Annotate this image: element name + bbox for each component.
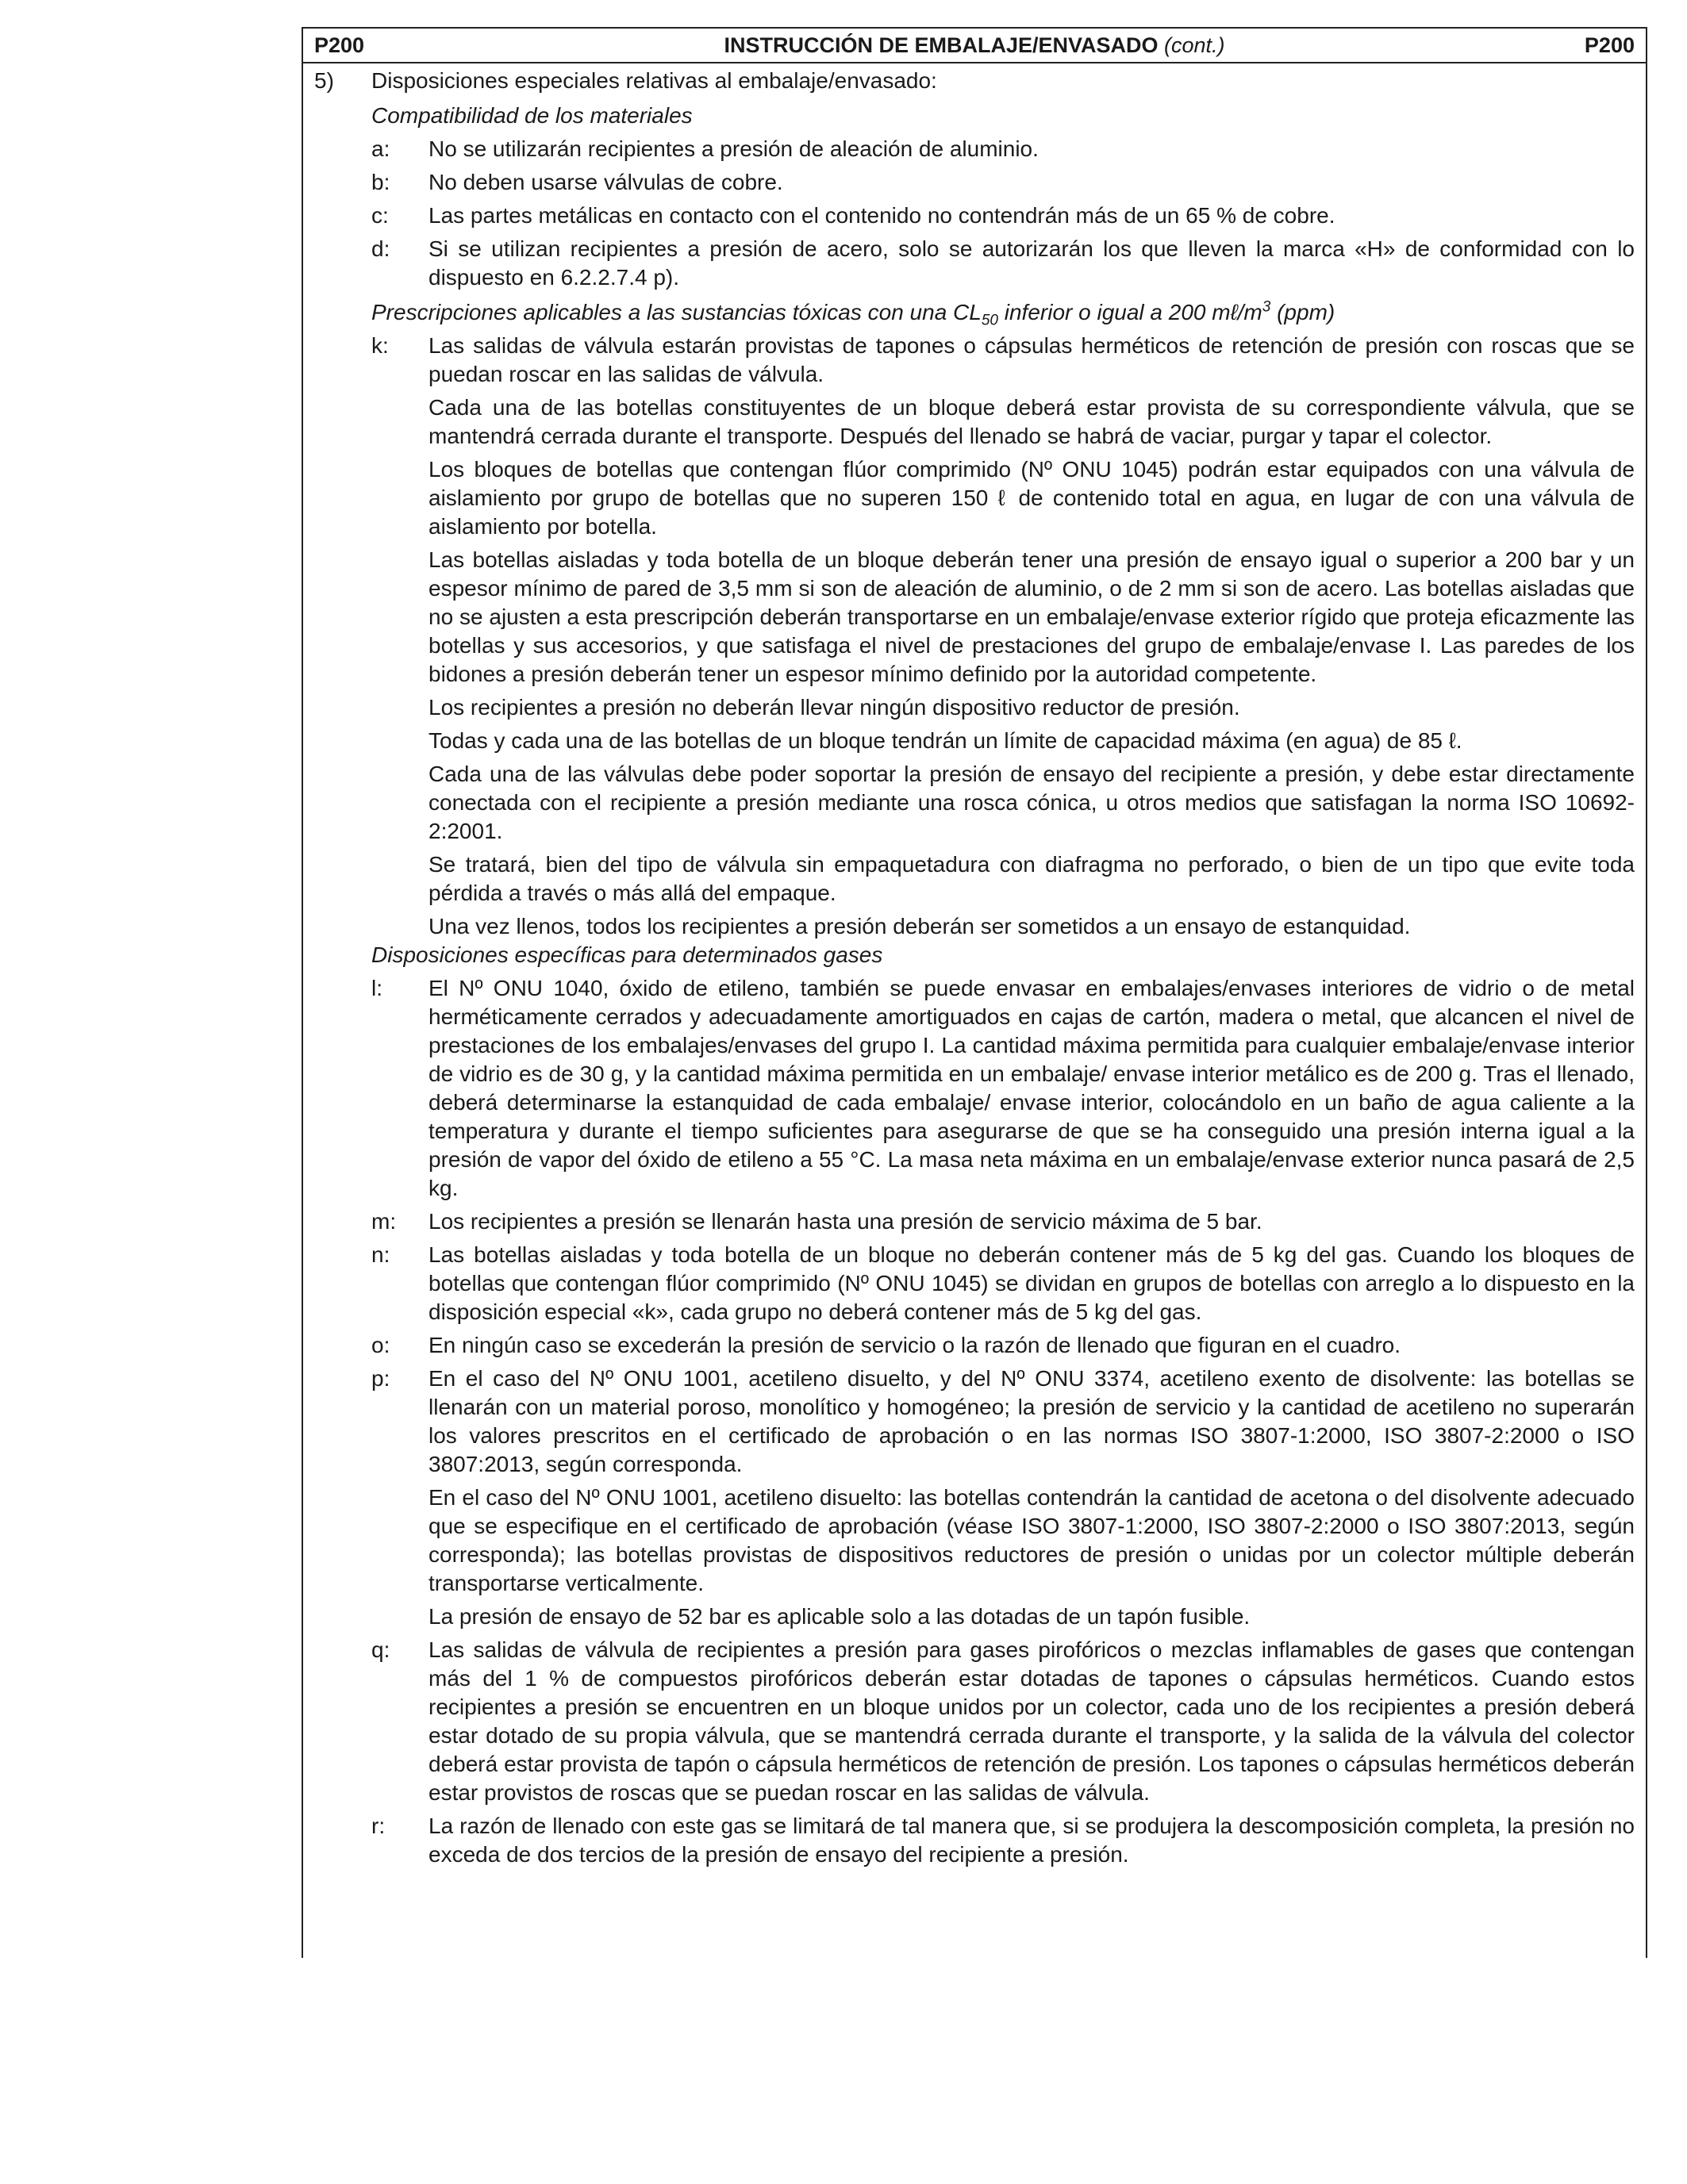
header-row — [302, 27, 1647, 63]
provision-item — [371, 1207, 1635, 1236]
item-label: q: — [371, 1637, 390, 1662]
item-text — [428, 235, 1635, 292]
item-text — [428, 202, 1635, 230]
item-paragraph: Cada una de las válvulas debe poder soportar la presión de ensayo del recipiente a presión, y debe estar directamente conectada con el recipiente a presión mediante una rosca cónica, u otros medios que satisfagan la norma ISO 10692-2:2001. — [428, 762, 1635, 843]
item-paragraph: En ningún caso se excederán la presión de servicio o la razón de llenado que figuran en el cuadro. — [428, 1333, 1401, 1357]
item-paragraph: Las salidas de válvula estarán provistas de tapones o cápsulas herméticos de retención de presión con roscas que se puedan roscar en las salidas de válvula. — [428, 333, 1635, 386]
header-title-cont: (cont.) — [1164, 33, 1225, 57]
item-text — [428, 1365, 1635, 1631]
item-paragraph: La razón de llenado con este gas se limitará de tal manera que, si se produjera la descomposición completa, la presión no exceda de dos tercios de la presión de ensayo del recipiente a presión. — [428, 1814, 1635, 1867]
item-label: c: — [371, 203, 389, 228]
section-number: 5) — [314, 68, 334, 93]
item-text — [428, 168, 1635, 197]
item-paragraph: Los recipientes a presión se llenarán hasta una presión de servicio máxima de 5 bar. — [428, 1209, 1262, 1234]
item-text — [428, 1812, 1635, 1869]
item-paragraph: Los bloques de botellas que contengan flúor comprimido (Nº ONU 1045) podrán estar equipados con una válvula de aislamiento por grupo de botellas que no superen 150 ℓ de contenido total en agua, en lugar de con una válvula de aislamiento por botella. — [428, 457, 1635, 539]
item-label: n: — [371, 1242, 390, 1267]
provision-item — [371, 135, 1635, 163]
subhead-toxic-a: Prescripciones aplicables a las sustancias tóxicas con una CL — [371, 300, 982, 324]
subhead-toxic-c: (ppm) — [1270, 300, 1335, 324]
item-paragraph: Las partes metálicas en contacto con el contenido no contendrán más de un 65 % de cobre. — [428, 203, 1335, 228]
subhead-toxic-sub: 50 — [981, 312, 998, 329]
header-code-right: P200 — [1584, 33, 1635, 57]
item-text — [428, 135, 1635, 163]
item-paragraph: Si se utilizan recipientes a presión de acero, solo se autorizarán los que lleven la marca «H» de conformidad con lo dispuesto en 6.2.2.7.4 p). — [428, 236, 1635, 290]
subhead-toxic-b: inferior o igual a 200 mℓ/m — [997, 300, 1262, 324]
provision-item — [371, 168, 1635, 197]
header-title — [724, 33, 1224, 58]
item-label: m: — [371, 1209, 397, 1234]
header-title-main: INSTRUCCIÓN DE EMBALAJE/ENVASADO — [724, 33, 1164, 57]
item-paragraph: Se tratará, bien del tipo de válvula sin empaquetadura con diafragma no perforado, o bien de un tipo que evite toda pérdida a través o más allá del empaque. — [428, 852, 1635, 905]
item-paragraph: Las botellas aisladas y toda botella de un bloque no deberán contener más de 5 kg del gas. Cuando los bloques de botellas que contengan flúor comprimido (Nº ONU 1045) se dividan en grupos de botellas con arreglo a lo dispuesto en la disposición especial «k», cada grupo no deberá contener más de 5 kg del gas. — [428, 1242, 1635, 1324]
provision-item — [371, 332, 1635, 941]
item-label: k: — [371, 333, 389, 358]
item-paragraph: Cada una de las botellas constituyentes de un bloque deberá estar provista de su correspondiente válvula, que se mantendrá cerrada durante el transporte. Después del llenado se habrá de vaciar, purgar y tapar el colector. — [428, 395, 1635, 448]
item-paragraph: No se utilizarán recipientes a presión de aleación de aluminio. — [428, 136, 1039, 161]
item-label: p: — [371, 1366, 390, 1391]
item-label: l: — [371, 976, 382, 1000]
item-paragraph: No deben usarse válvulas de cobre. — [428, 170, 783, 194]
subhead-toxic — [371, 298, 1638, 327]
item-text — [428, 1241, 1635, 1326]
item-paragraph: El Nº ONU 1040, óxido de etileno, también se puede envasar en embalajes/envases interiores de vidrio o de metal herméticamente cerrados y adecuadamente amortiguados en cajas de cartón, madera o metal, que alcancen el nivel de prestaciones de los embalajes/envases del grupo I. La cantidad máxima permitida para cualquier embalaje/envase interior de vidrio es de 30 g, y la cantidad máxima permitida en un embalaje/ envase interior metálico es de 200 g. Tras el llenado, deberá determinarse la estanquidad de cada embalaje/ envase interior, colocándolo en un baño de agua caliente a la temperatura y durante el tiempo suficientes para asegurarse de que se ha conseguido una presión interna igual a la presión de vapor del óxido de etileno a 55 °C. La masa neta máxima en un embalaje/envase exterior nunca pasará de 2,5 kg. — [428, 976, 1635, 1200]
item-label: o: — [371, 1333, 390, 1357]
provision-item — [371, 1241, 1635, 1326]
item-label: d: — [371, 236, 390, 261]
provision-item — [371, 1812, 1635, 1869]
provision-item — [371, 235, 1635, 292]
provision-item — [371, 1365, 1635, 1631]
item-label: b: — [371, 170, 390, 194]
provision-item — [371, 1331, 1635, 1360]
item-label: r: — [371, 1814, 386, 1838]
item-text — [428, 332, 1635, 941]
provision-item — [371, 1636, 1635, 1807]
provision-item — [371, 202, 1635, 230]
subhead-toxic-sup: 3 — [1262, 298, 1271, 316]
subhead-compatibility: Compatibilidad de los materiales — [371, 103, 693, 128]
item-paragraph: Los recipientes a presión no deberán llevar ningún dispositivo reductor de presión. — [428, 695, 1240, 720]
item-paragraph: La presión de ensayo de 52 bar es aplicable solo a las dotadas de un tapón fusible. — [428, 1604, 1251, 1629]
item-paragraph: Las botellas aisladas y toda botella de un bloque deberán tener una presión de ensayo igual o superior a 200 bar y un espesor mínimo de pared de 3,5 mm si son de aleación de aluminio, o de 2 mm si son de acero. Las botellas aisladas que no se ajusten a esta prescripción deberán transportarse en un embalaje/envase exterior rígido que proteja eficazmente las botellas y sus accesorios, y que satisfaga el nivel de prestaciones del grupo de embalaje/envase I. Las paredes de los bidones a presión deberán tener un espesor mínimo definido por la autoridad competente. — [428, 547, 1635, 686]
item-text — [428, 1331, 1635, 1360]
item-paragraph: En el caso del Nº ONU 1001, acetileno disuelto, y del Nº ONU 3374, acetileno exento de disolvente: las botellas se llenarán con un material poroso, monolítico y homogéneo; la presión de servicio y la cantidad de acetileno no superarán los valores prescritos en el certificado de aprobación o en las normas ISO 3807-1:2000, ISO 3807-2:2000 o ISO 3807:2013, según corresponda. — [428, 1366, 1635, 1476]
document-page — [302, 27, 1647, 1958]
item-label: a: — [371, 136, 390, 161]
item-text — [428, 1636, 1635, 1807]
section-title: Disposiciones especiales relativas al embalaje/envasado: — [371, 68, 937, 93]
provision-item — [371, 974, 1635, 1203]
item-paragraph: En el caso del Nº ONU 1001, acetileno disuelto: las botellas contendrán la cantidad de acetona o del disolvente adecuado que se especifique en el certificado de aprobación (véase ISO 3807-1:2000, ISO 3807-2:2000 o ISO 3807:2013, según corresponda); las botellas provistas de dispositivos reductores de presión o unidas por un colector múltiple deberán transportarse verticalmente. — [428, 1485, 1635, 1595]
subhead-gases: Disposiciones específicas para determinados gases — [371, 942, 883, 967]
header-code-left: P200 — [314, 33, 365, 57]
item-text — [428, 974, 1635, 1203]
item-paragraph: Todas y cada una de las botellas de un bloque tendrán un límite de capacidad máxima (en agua) de 85 ℓ. — [428, 728, 1462, 753]
item-paragraph: Las salidas de válvula de recipientes a presión para gases pirofóricos o mezclas inflamables de gases que contengan más del 1 % de compuestos pirofóricos deberán estar dotadas de tapones o cápsulas herméticos. Cuando estos recipientes a presión se encuentren en un bloque unidos por un colector, cada uno de los recipientes a presión deberá estar dotado de su propia válvula, que se mantendrá cerrada durante el transporte, y la salida de la válvula del colector deberá estar provista de tapón o cápsula herméticos de retención de presión. Los tapones o cápsulas herméticos deberán estar provistos de roscas que se puedan roscar en las salidas de válvula. — [428, 1637, 1635, 1805]
item-text — [428, 1207, 1635, 1236]
section-heading — [303, 63, 1646, 95]
document-body — [302, 63, 1647, 1958]
item-paragraph: Una vez llenos, todos los recipientes a presión deberán ser sometidos a un ensayo de estanquidad. — [428, 914, 1411, 938]
